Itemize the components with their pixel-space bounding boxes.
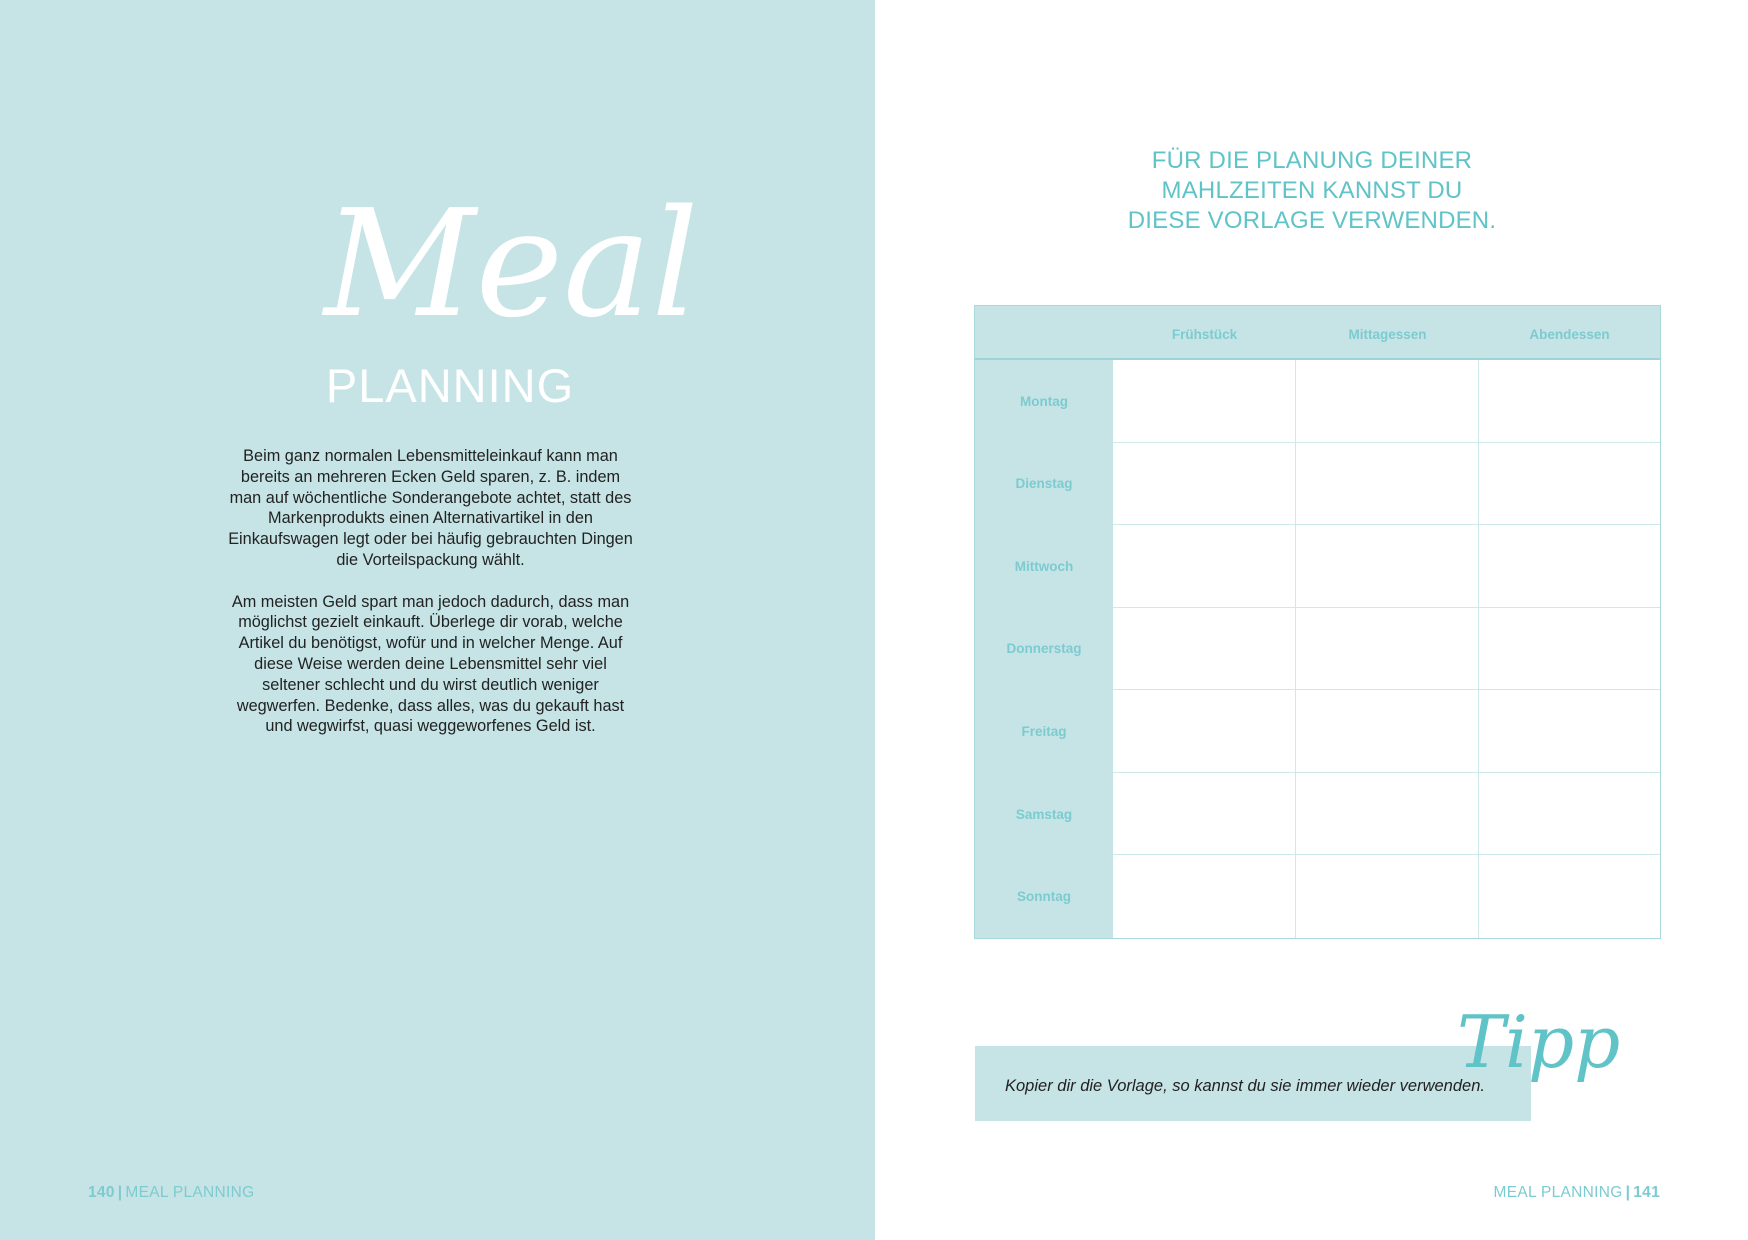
- day-label: Dienstag: [975, 443, 1113, 526]
- heading-line-3: DIESE VORLAGE VERWENDEN.: [1127, 207, 1497, 234]
- meal-entry-cell[interactable]: [1296, 443, 1479, 526]
- running-header-left: MEAL PLANNING: [125, 1184, 255, 1201]
- intro-paragraph-1: Beim ganz normalen Lebensmitteleinkauf kann man bereits an mehreren Ecken Geld sparen, z. B. indem man auf wöchentliche Sonderangebote achtet, statt des Markenprodukts einen Alternativartikel in den Einkaufswagen legt oder bei häufig gebrauchten Dingen die Vorteilspackung wählt.: [228, 447, 633, 569]
- meal-entry-cell[interactable]: [1479, 690, 1660, 773]
- meal-entry-cell[interactable]: [1113, 608, 1296, 691]
- page-number-right: 141: [1633, 1184, 1660, 1201]
- day-label: Sonntag: [975, 855, 1113, 938]
- heading-line-2: MAHLZEITEN KANNST DU: [1161, 177, 1463, 204]
- meal-entry-cell[interactable]: [1479, 608, 1660, 691]
- meal-entry-cell[interactable]: [1296, 360, 1479, 443]
- meal-entry-cell[interactable]: [1296, 690, 1479, 773]
- tipp-script-title: [1455, 992, 1621, 1102]
- meal-entry-cell[interactable]: [1479, 525, 1660, 608]
- meal-entry-cell[interactable]: [1479, 443, 1660, 526]
- day-label: Samstag: [975, 773, 1113, 856]
- meal-entry-cell[interactable]: [1296, 525, 1479, 608]
- meal-entry-cell[interactable]: [1296, 773, 1479, 856]
- intro-paragraph-2: Am meisten Geld spart man jedoch dadurch, dass man möglichst gezielt einkauft. Überlege dir vorab, welche Artikel du benötigst, wofür und in welcher Menge. Auf diese Weise werden deine Lebensmittel sehr viel seltener schlecht und du wirst deutlich weniger wegwerfen. Bedenke, dass alles, was du gekauft hast und wegwirfst, quasi weggeworfenes Geld ist.: [231, 592, 630, 736]
- heading-line-1: FÜR DIE PLANUNG DEINER: [1151, 147, 1473, 174]
- meal-entry-cell[interactable]: [1113, 855, 1296, 938]
- planner-corner-cell: [975, 306, 1113, 360]
- folio-left: [88, 1184, 255, 1202]
- page-number-left: 140: [88, 1184, 115, 1201]
- meal-entry-cell[interactable]: [1113, 525, 1296, 608]
- column-header: Mittagessen: [1296, 306, 1479, 360]
- intro-text: [228, 446, 633, 758]
- meal-planner-table: [974, 305, 1661, 939]
- meal-entry-cell[interactable]: [1113, 443, 1296, 526]
- tipp-script-text: Tipp: [1457, 1000, 1621, 1084]
- meal-entry-cell[interactable]: [1113, 690, 1296, 773]
- folio-right: [1494, 1184, 1661, 1202]
- meal-entry-cell[interactable]: [1113, 360, 1296, 443]
- column-header: Abendessen: [1479, 306, 1660, 360]
- meal-entry-cell[interactable]: [1479, 773, 1660, 856]
- day-label: Mittwoch: [975, 525, 1113, 608]
- meal-entry-cell[interactable]: [1479, 360, 1660, 443]
- planner-heading: [1062, 146, 1562, 236]
- meal-entry-cell[interactable]: [1479, 855, 1660, 938]
- folio-separator-left: |: [117, 1184, 123, 1201]
- column-header: Frühstück: [1113, 306, 1296, 360]
- day-label: Montag: [975, 360, 1113, 443]
- meal-entry-cell[interactable]: [1296, 855, 1479, 938]
- running-header-right: MEAL PLANNING: [1493, 1184, 1623, 1201]
- tip-text: Kopier dir die Vorlage, so kannst du sie immer wieder verwenden.: [1005, 1077, 1485, 1095]
- page-title: PLANNING: [325, 359, 575, 412]
- meal-script-title: [320, 150, 699, 360]
- day-label: Donnerstag: [975, 608, 1113, 691]
- meal-script-text: Meal: [324, 178, 699, 350]
- meal-entry-cell[interactable]: [1296, 608, 1479, 691]
- day-label: Freitag: [975, 690, 1113, 773]
- folio-separator-right: |: [1625, 1184, 1631, 1201]
- meal-entry-cell[interactable]: [1113, 773, 1296, 856]
